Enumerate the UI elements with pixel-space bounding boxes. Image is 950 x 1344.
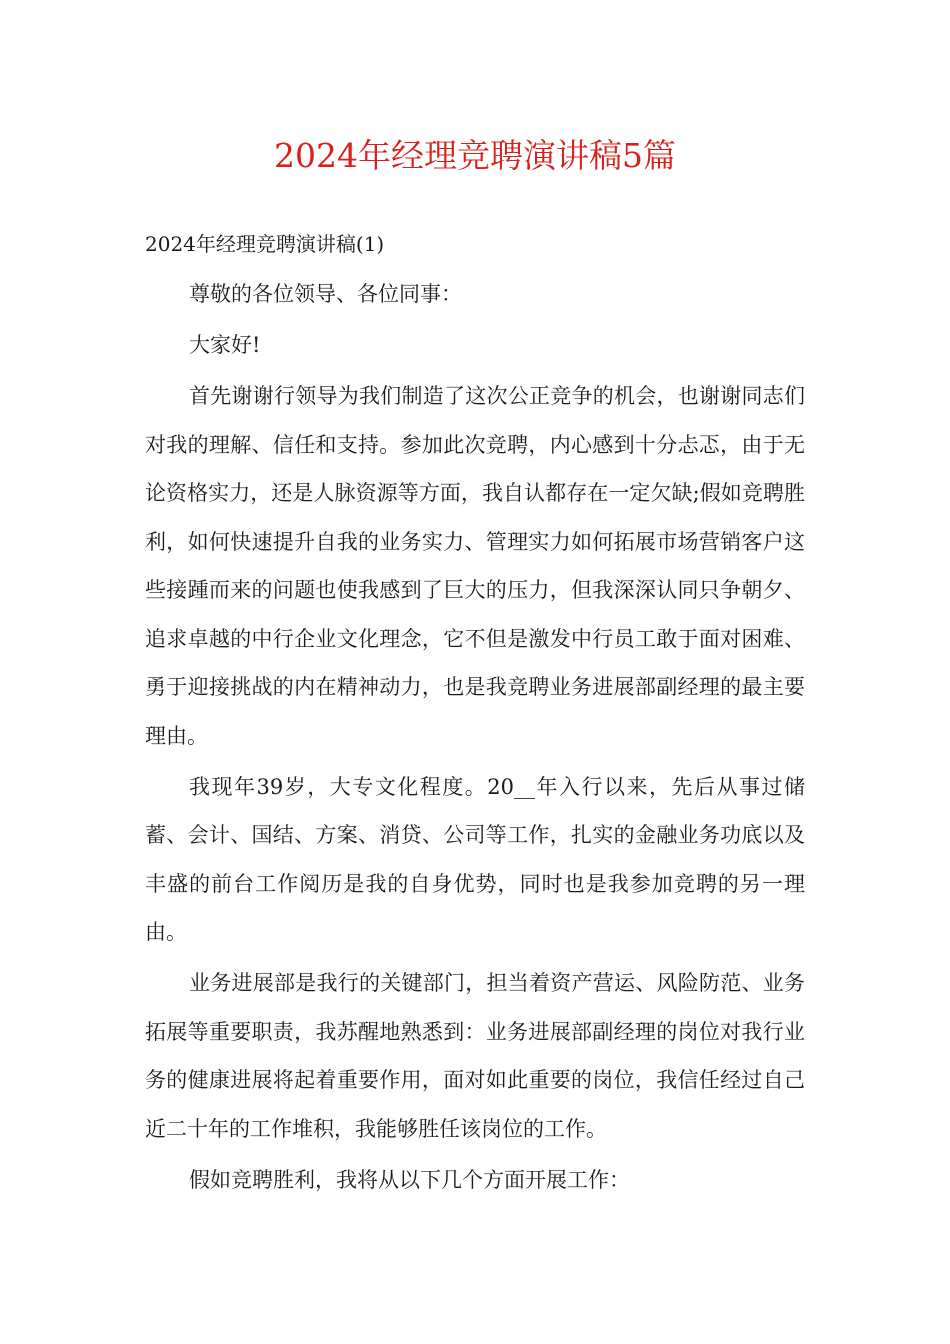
- document-title: 2024年经理竞聘演讲稿5篇: [274, 136, 676, 175]
- paragraph-thanks: 首先谢谢行领导为我们制造了这次公正竞争的机会，也谢谢同志们对我的理解、信任和支持。参加此次竞聘，内心感到十分忐忑，由于无论资格实力，还是人脉资源等方面，我自认都存在一定欠缺;假如竞聘胜利，如何快速提升自我的业务实力、管理实力如何拓展市场营销客户这些接踵而来的问题也使我感到了巨大的压力，但我深深认同只争朝夕、追求卓越的中行企业文化理念，它不但是激发中行员工敢于面对困难、勇于迎接挑战的内在精神动力，也是我竞聘业务进展部副经理的最主要理由。: [145, 384, 805, 748]
- document-body: [145, 220, 805, 1207]
- paragraph-greeting: 尊敬的各位领导、各位同事：: [189, 282, 462, 306]
- paragraph-department: 业务进展部是我行的关键部门，担当着资产营运、风险防范、业务拓展等重要职责，我苏醒地熟悉到：业务进展部副经理的岗位对我行业务的健康进展将起着重要作用，面对如此重要的岗位，我信任经过自己近二十年的工作堆积，我能够胜任该岗位的工作。: [145, 971, 805, 1141]
- paragraph-hello: 大家好!: [189, 333, 261, 357]
- paragraph-background: 我现年39岁，大专文化程度。20__年入行以来，先后从事过储蓄、会计、国结、方案、消贷、公司等工作，扎实的金融业务功底以及丰盛的前台工作阅历是我的自身优势，同时也是我参加竞聘的另一理由。: [145, 774, 805, 944]
- section-subtitle: 2024年经理竞聘演讲稿(1): [145, 232, 385, 256]
- paragraph-plan-intro: 假如竞聘胜利，我将从以下几个方面开展工作：: [189, 1167, 630, 1192]
